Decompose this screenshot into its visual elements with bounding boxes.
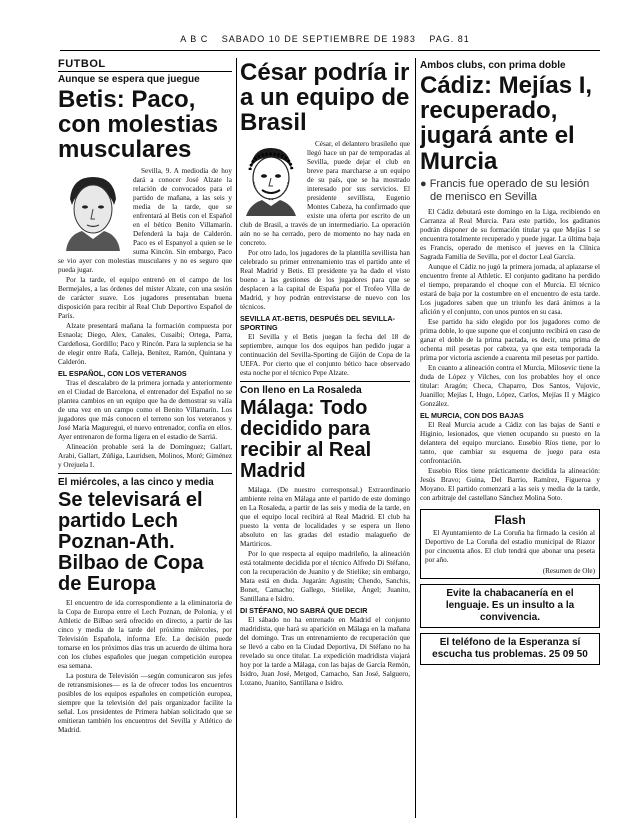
page-header xyxy=(60,34,600,48)
paragraph: Aunque el Cádiz no jugó la primera jornada, al aplazarse el encuentro frente al Athletic. El conjunto gaditano ha perdido el tiempo, preparando el choque con el Murcia. El técnico estará de baja por la costumbre en el encuentro de esta tarde. Los jugadores saben que un triunfo les dará ánimos a la afición y el conjunto, con unos puntos en su casa. xyxy=(420,262,600,316)
player-sketch xyxy=(240,142,302,216)
column-left xyxy=(58,58,232,818)
paragraph: Por lo que respecta al equipo madrileño, la alineación está totalmente decidida por el técnico Alfredo Di Stéfano, con la recuperación de Juanito y de Stielike; sin embargo, Mata está en duda. Jugarán: Agustín; Chendo, Sanchis, Bonet, Camacho; Gallego, Stielike, Ángel; Juanito, Santillana e Isidro. xyxy=(240,549,410,603)
flash-title: Flash xyxy=(494,512,526,527)
paragraph: Por otro lado, los jugadores de la plantilla sevillista han celebrado su primer entrenamiento tras el partido ante el Real Madrid y Betis. El presidente ya ha dado el visto bueno a las gestiones de los jugadores para que se desplacen a la capital de España por el Trofeo Villa de Madrid, y hoy podrán entrevistarse de nuevo con los técnicos. xyxy=(240,248,410,311)
paragraph: Alineación probable será la de Domínguez; Gallart, Arabi, Gallart, Zúñiga, Lauridsen, Molinos, Moré; Giménez y Orejuela I. xyxy=(58,442,232,469)
column-divider xyxy=(415,58,416,818)
subheading: EL MURCIA, CON DOS BAJAS xyxy=(420,410,524,420)
paragraph: Málaga. (De nuestro corresponsal.) Extraordinario ambiente reina en Málaga ante el partido de este domingo en La Rosaleda, a partir de las seis y media de la tarde, en que el equipo local recibirá al Real Madrid. El club ha puesto la venta de localidades y se espera un lleno absoluto en las gradas del estadio malagueño de Martiricos. xyxy=(240,485,410,548)
flash-text: El Ayuntamiento de La Coruña ha firmado la cesión al Deportivo de La Coruña del estadio municipal de Riazor por cincuenta años. El club tendrá que abonar una peseta por año. xyxy=(425,528,595,564)
kicker: El miércoles, a las cinco y media xyxy=(58,476,214,488)
subheading: SEVILLA AT.-BETIS, DESPUÉS DEL SEVILLA-SPORTING xyxy=(240,313,395,332)
paragraph: Por la tarde, el equipo entrenó en el campo de los Bermejales, a las órdenes del míster Alzate, con una sesión de carácter suave. Los jugadores presentaban buena disposición para recibir al Real Club Deportivo Español de París. xyxy=(58,275,232,320)
paragraph: El Real Murcia acude a Cádiz con las bajas de Santi e Higinio, lesionados, que vienen ocupando su puesto en la delantera del equipo murciano. Eusebio Ríos tiene, por lo tanto, que cambiar su esquema de juego para esta confrontación. xyxy=(420,420,600,465)
column-middle xyxy=(240,58,410,818)
header-rule xyxy=(60,50,600,51)
kicker: Aunque se espera que juegue xyxy=(58,74,200,85)
newspaper-name: A B C xyxy=(180,34,209,44)
paragraph: El Cádiz debutará este domingo en la Liga, recibiendo en Carranza al Real Murcia. Para este partido, los gaditanos podrán disponer de su formación titular ya que Mejías I se encuentra totalmente recuperado y puede jugar. La última baja es Francis, operado de menisco el jueves en la Clínica Sagrada Familia de Sevilla, por el doctor Leal García. xyxy=(420,207,600,261)
subheading: EL ESPAÑOL, CON LOS VETERANOS xyxy=(58,368,187,378)
paragraph: El sábado no ha entrenado en Madrid el conjunto madridista, que hará su aparición en Málaga en la mañana del domingo. Tras un entrenamiento de recuperación que se llevó a cabo en la Ciudad Deportiva, Di Stéfano no ha revelado su once titular. La expedición madridista viajará hoy por la tarde a Málaga, con las bajas de García Remón, Isidro, Juan José, Metgod, Camacho, San José, Salguero, Lozano, Juanito, Santillana e Isidro. xyxy=(240,615,410,687)
column-divider xyxy=(236,58,237,818)
bullet-text: Francis fue operado de su lesión de menisco en Sevilla xyxy=(429,177,590,203)
paragraph: El Sevilla y el Betis juegan la fecha del 18 de septiembre, aunque los dos equipos han pedido jugar a continuación del Sevilla-Sporting de Gijón de Copa de la UEFA. Por cierto que el conjunto bético hace observado esta noche por el técnico Pepe Alzate. xyxy=(240,332,410,377)
notice-box: Evite la chabacanería en el lenguaje. Es un insulto a la convivencia. xyxy=(420,584,600,628)
subheading: DI STÉFANO, NO SABRÁ QUE DECIR xyxy=(240,605,368,615)
flash-signature: (Resumen de Ole) xyxy=(542,566,595,575)
player-photo xyxy=(58,169,128,251)
kicker: Con lleno en La Rosaleda xyxy=(240,384,362,396)
divider xyxy=(240,381,410,382)
headline-malaga: Málaga: Todo decidido para recibir al Real Madrid xyxy=(240,396,372,482)
paragraph: El encuentro de ida correspondiente a la eliminatoria de la Copa de Europa entre el Lech Poznan, de Polonia, y el Athletic de Bilbao será ofrecido en directo, a partir de las cinco y media de la tarde del próximo miércoles, por Televisión Española, informa Efe. La decisión puede tomarse en los próximos días tras un acuerdo de última hora con los clubes españoles que juegan competición europea esa semana. xyxy=(58,598,232,670)
paragraph: Sevilla, 9. A mediodía de hoy dará a conocer José Alzate la relación de convocados para el partido de mañana, a las seis y media de la tarde, que se enfrentará al Betis con el Español en el bético Benito Villamarín. Defenderá la baja de Calderón. Paco es el Espanyol a quien se le suma Kincón. Sin embargo, Paco se vio ayer con molestias musculares y no es seguro que pueda jugar. xyxy=(58,166,232,274)
page-number: PAG. 81 xyxy=(429,34,470,44)
flash-box xyxy=(420,509,600,579)
divider xyxy=(58,473,232,474)
paragraph: En cuanto a alineación contra el Murcia, Milosevic tiene la duda de López y Vilches, con los probables hoy el once titular: Aragón; Checa, Chaparro, Dos Santos, Vujovic, Juanillo; Mejías I, Hugo, López, Carlos, Mejías II y Mágico González. xyxy=(420,363,600,408)
kicker: Ambos clubs, con prima doble xyxy=(420,60,566,71)
column-right xyxy=(420,58,600,818)
paragraph: La postura de Televisión —según comunicaron sus jefes de retransmisiones— es la de ofrecer todos los encuentros posibles de los equipos españoles en competición europea, siempre que la televisión del país organizador facilite la señal. Los presidentes de Primera habían solicitado que se emitieran también los encuentros del Sevilla y Atlético de Madrid. xyxy=(58,671,232,734)
issue-date: SABADO 10 DE SEPTIEMBRE DE 1983 xyxy=(221,34,416,44)
helpline-box: El teléfono de la Esperanza sí escucha tus problemas. 25 09 50 xyxy=(420,633,600,665)
headline-television: Se televisará el partido Lech Poznan-Ath. Bilbao de Copa de Europa xyxy=(58,488,204,595)
paragraph: Alzate presentará mañana la formación compuesta por Esnaola; Diego, Alex, Canales, Cusaibi; Ortega, Parra, Cardeñosa, Gordillo; Paco y Rincón. Para la suplencia se ha de elegir entre Rafa, Calleja, Benítez, Ramón, Quintana y Calderón. xyxy=(58,321,232,366)
section-label: FUTBOL xyxy=(58,58,232,72)
headline-cesar: César podría ir a un equipo de Brasil xyxy=(240,59,410,137)
paragraph: César, el delantero brasileño que llegó hace un par de temporadas al Sevilla, puede dejar el club en breve para marcharse a un equipo de su país, que se ha mostrado interesado por sus servicios. El presidente sevillista, Eugenio Montes Cabeza, ha confirmado que existe una oferta por escrito de un club de Brasil, a través de un intermediario. La operación aún no se ha cerrado, pero de momento no hay nada en concreto. xyxy=(240,139,410,247)
paragraph: Tras el descalabro de la primera jornada y anteriormente en el Ciudad de Barcelona, el entrenador del Español no se plantea cambios en un equipo que ha de demostrar su valía de una vez en un campo como el Benito Villamarín. Los jugadores que más conocen el terreno son los veteranos y José María Maguregui, el nuevo entrenador, confía en ellos. Ayer entrenaron de forma ligera en el estadio de Sarriá. xyxy=(58,378,232,441)
headline-betis: Betis: Paco, con molestias musculares xyxy=(58,86,219,164)
headline-cadiz: Cádiz: Mejías I, recuperado, jugará ante el Murcia xyxy=(420,72,593,175)
paragraph: Ese partido ha sido elegido por los jugadores como de prima doble, lo que supone que el conjunto recibirá en caso de ganar el doble de la prima pactada, es decir, una prima de ochenta mil pesetas por cabeza, ya que esta temporada la prima por victoria asciende a cuarenta mil pesetas por partido. xyxy=(420,317,600,362)
paragraph: Eusebio Ríos tiene prácticamente decidida la alineación: Jesús Bravo; Guina, Del Barrio, Ramírez, Figueroa y Moyano. El partido comenzará a las seis y media de la tarde, con arbitraje del castellano Sánchez Molina Soto. xyxy=(420,466,600,502)
highlight-bullet: ● Francis fue operado de su lesión de menisco en Sevilla xyxy=(420,177,590,203)
